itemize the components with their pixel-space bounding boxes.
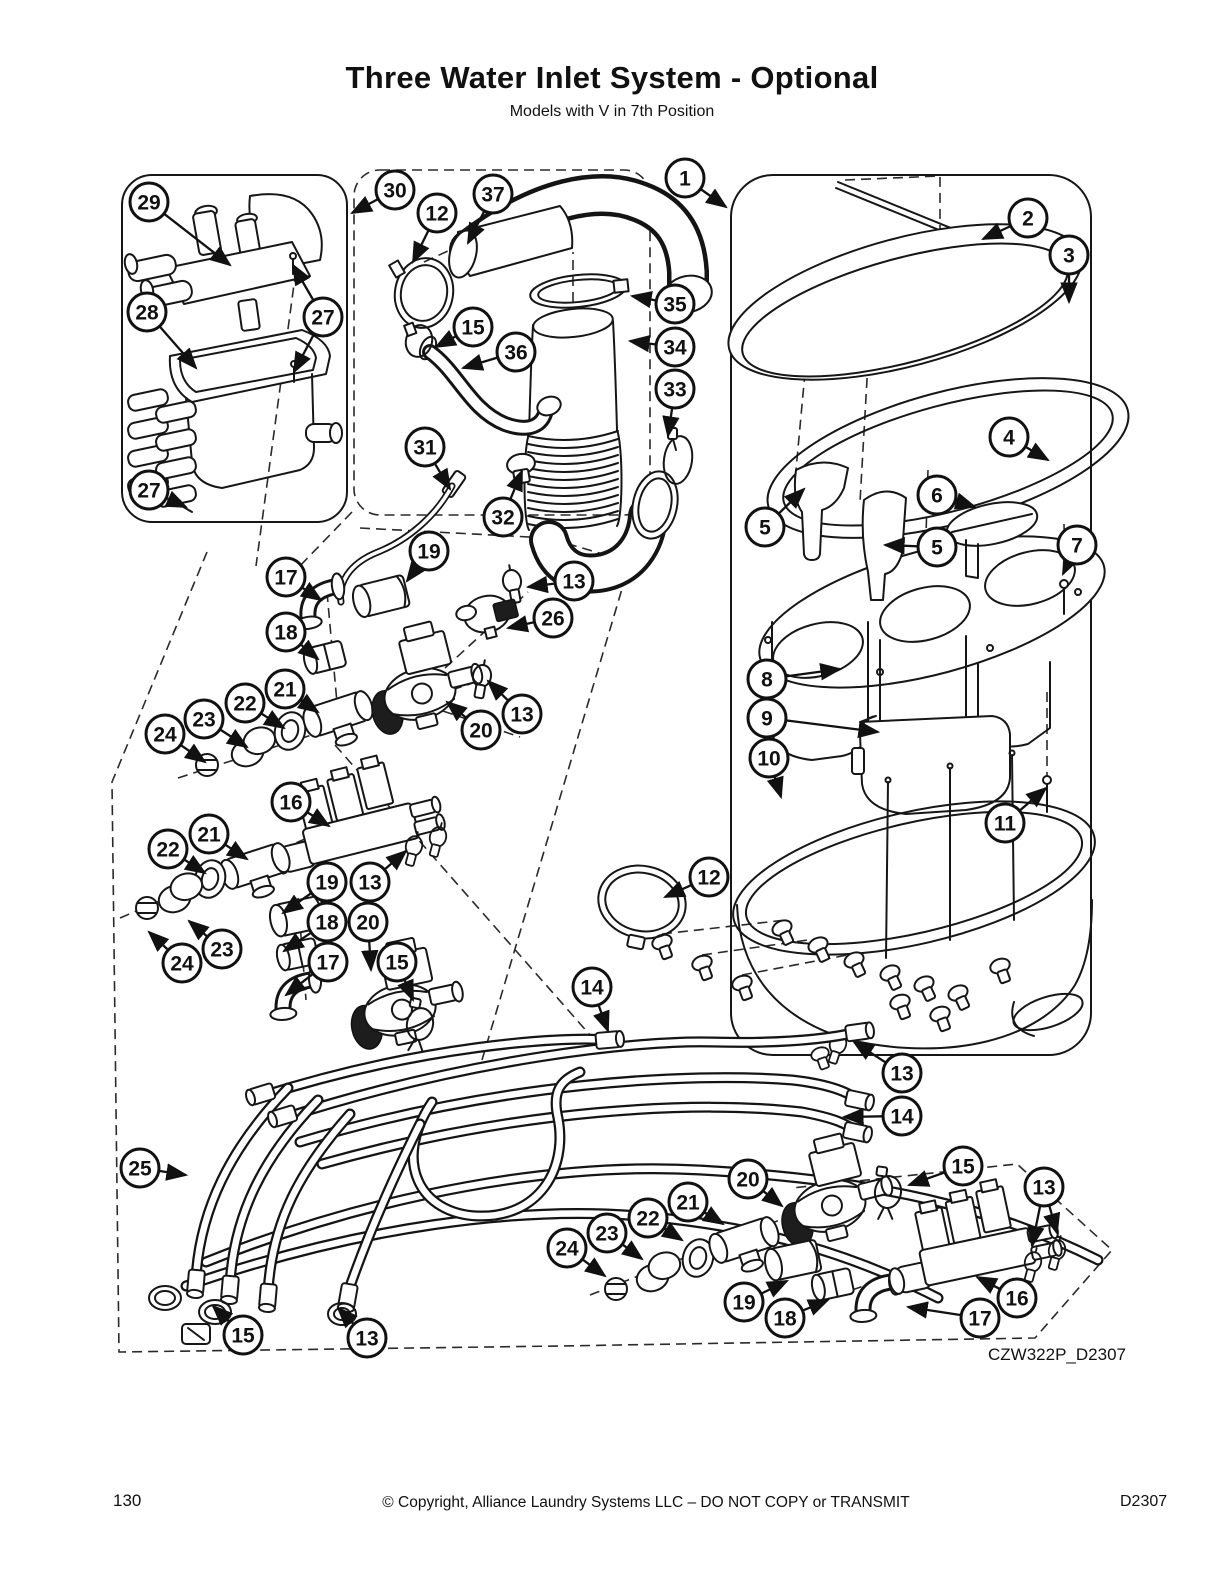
callout-21 — [190, 815, 247, 859]
callout-21 — [669, 1183, 723, 1224]
doc-code: D2307 — [1120, 1493, 1168, 1510]
svg-text:13: 13 — [562, 570, 586, 594]
callout-24 — [149, 932, 201, 982]
svg-text:17: 17 — [274, 566, 298, 590]
svg-text:22: 22 — [636, 1207, 660, 1231]
svg-text:13: 13 — [510, 703, 534, 727]
svg-text:8: 8 — [761, 668, 773, 692]
callout-20 — [447, 702, 500, 749]
callout-13 — [528, 562, 593, 600]
svg-text:28: 28 — [135, 301, 159, 325]
svg-text:5: 5 — [931, 536, 943, 560]
svg-text:10: 10 — [757, 747, 781, 771]
svg-text:13: 13 — [1032, 1176, 1056, 1200]
svg-text:6: 6 — [931, 484, 943, 508]
svg-text:16: 16 — [279, 791, 303, 815]
svg-text:24: 24 — [153, 723, 177, 747]
svg-text:9: 9 — [761, 707, 773, 731]
svg-text:23: 23 — [192, 708, 216, 732]
svg-text:31: 31 — [413, 436, 437, 460]
callout-25 — [121, 1149, 186, 1187]
callout-15 — [436, 308, 492, 347]
svg-text:21: 21 — [197, 823, 221, 847]
svg-text:36: 36 — [504, 341, 528, 365]
svg-text:18: 18 — [315, 911, 339, 935]
svg-text:15: 15 — [385, 951, 409, 975]
svg-text:17: 17 — [316, 951, 340, 975]
callout-18 — [766, 1299, 828, 1337]
callout-9 — [748, 699, 878, 737]
svg-text:17: 17 — [968, 1307, 992, 1331]
svg-text:19: 19 — [315, 871, 339, 895]
svg-text:7: 7 — [1071, 534, 1083, 558]
svg-text:24: 24 — [170, 952, 194, 976]
svg-text:13: 13 — [890, 1062, 914, 1086]
svg-text:18: 18 — [773, 1307, 797, 1331]
svg-text:13: 13 — [358, 871, 382, 895]
svg-text:34: 34 — [663, 336, 687, 360]
svg-text:21: 21 — [676, 1191, 700, 1215]
svg-text:22: 22 — [156, 838, 180, 862]
svg-text:23: 23 — [210, 938, 234, 962]
svg-text:13: 13 — [355, 1327, 379, 1351]
page-title: Three Water Inlet System - Optional — [345, 60, 879, 95]
svg-text:4: 4 — [1003, 426, 1015, 450]
svg-text:14: 14 — [580, 976, 604, 1000]
svg-text:19: 19 — [732, 1291, 756, 1315]
svg-text:14: 14 — [890, 1105, 914, 1129]
svg-text:22: 22 — [233, 692, 257, 716]
svg-text:3: 3 — [1063, 244, 1075, 268]
figure-code-label: CZW322P_D2307 — [988, 1345, 1126, 1364]
svg-text:15: 15 — [461, 316, 485, 340]
callout-5 — [746, 489, 804, 546]
svg-text:16: 16 — [1005, 1287, 1029, 1311]
svg-text:33: 33 — [663, 378, 687, 402]
callout-15 — [213, 1306, 262, 1354]
svg-text:2: 2 — [1022, 207, 1034, 231]
callout-17 — [908, 1299, 999, 1337]
svg-text:32: 32 — [491, 506, 515, 530]
svg-text:24: 24 — [555, 1237, 579, 1261]
svg-text:25: 25 — [128, 1157, 152, 1181]
svg-text:20: 20 — [356, 911, 380, 935]
callout-19 — [407, 532, 448, 581]
top-left-inset-box — [122, 175, 347, 522]
svg-text:19: 19 — [417, 540, 441, 564]
callout-34 — [630, 328, 694, 366]
svg-text:27: 27 — [137, 479, 161, 503]
callout-33 — [656, 370, 694, 436]
svg-text:26: 26 — [541, 607, 565, 631]
page-number: 130 — [113, 1491, 142, 1510]
svg-text:37: 37 — [481, 183, 505, 207]
svg-text:21: 21 — [273, 678, 297, 702]
callout-31 — [406, 428, 450, 489]
svg-text:20: 20 — [736, 1168, 760, 1192]
callout-35 — [632, 285, 694, 323]
svg-text:23: 23 — [595, 1222, 619, 1246]
callout-10 — [750, 739, 788, 797]
callout-13 — [351, 851, 406, 901]
callout-4 — [990, 418, 1048, 460]
svg-text:30: 30 — [383, 179, 407, 203]
callout-20 — [729, 1160, 782, 1206]
callout-13 — [854, 1042, 921, 1092]
svg-text:11: 11 — [993, 812, 1017, 836]
svg-text:5: 5 — [759, 516, 771, 540]
svg-text:27: 27 — [311, 306, 335, 330]
copyright-text: © Copyright, Alliance Laundry Systems LLC – DO NOT COPY or TRANSMIT — [382, 1494, 910, 1511]
svg-text:15: 15 — [951, 1155, 975, 1179]
page-subtitle: Models with V in 7th Position — [509, 103, 715, 120]
callout-17 — [267, 558, 321, 600]
callout-15 — [909, 1147, 982, 1185]
svg-text:12: 12 — [697, 866, 721, 890]
svg-text:35: 35 — [663, 293, 687, 317]
svg-text:15: 15 — [231, 1324, 255, 1348]
svg-text:18: 18 — [274, 621, 298, 645]
svg-text:29: 29 — [137, 191, 161, 215]
svg-text:20: 20 — [469, 719, 493, 743]
callout-26 — [508, 599, 572, 637]
callout-21 — [266, 670, 318, 712]
svg-text:12: 12 — [425, 202, 449, 226]
svg-text:1: 1 — [679, 167, 691, 191]
